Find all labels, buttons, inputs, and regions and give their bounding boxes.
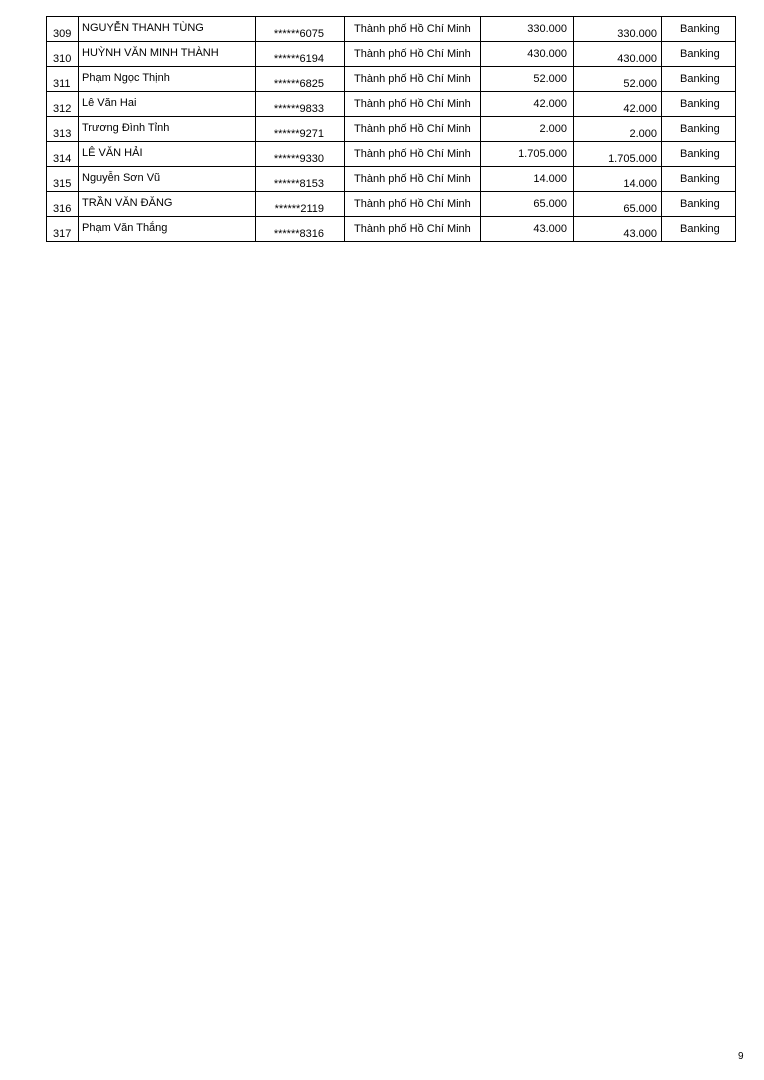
amount-text: 52.000 [533,73,567,85]
total-cell [574,42,662,67]
stt-cell [47,142,79,167]
method-cell [662,42,736,67]
donor-name: Phạm Ngọc Thịnh [82,72,170,84]
stt-cell [47,92,79,117]
method-cell [662,17,736,42]
method-cell [662,117,736,142]
donor-name: Trương Đình Tỉnh [82,122,170,134]
table-row [47,167,736,192]
donor-name: TRẦN VĂN ĐĂNG [82,197,173,209]
account-cell [256,217,345,242]
amount-cell [481,92,574,117]
city-cell [345,142,481,167]
donor-name: NGUYỄN THANH TÙNG [82,22,204,34]
stt-text: 312 [53,103,72,115]
amount-cell [481,17,574,42]
city-text: Thành phố Hồ Chí Minh [354,123,471,135]
method-text: Banking [680,198,720,210]
account-number: ******2119 [274,203,324,215]
stt-text: 317 [53,228,72,240]
donor-name: LÊ VĂN HẢI [82,147,143,159]
amount-cell [481,142,574,167]
total-cell [574,142,662,167]
table-row [47,17,736,42]
table-row [47,192,736,217]
total-text: 2.000 [629,128,657,140]
name-cell [79,67,256,92]
total-cell [574,117,662,142]
account-number: ******6194 [273,53,324,65]
city-cell [345,67,481,92]
city-cell [345,92,481,117]
account-cell [256,192,345,217]
table-row [47,92,736,117]
amount-cell [481,217,574,242]
account-number: ******6075 [273,28,324,40]
donor-name: Nguyễn Sơn Vũ [82,172,161,184]
amount-cell [481,67,574,92]
method-cell [662,67,736,92]
city-cell [345,217,481,242]
donor-name: HUỲNH VĂN MINH THÀNH [82,47,219,59]
city-text: Thành phố Hồ Chí Minh [354,48,471,60]
stt-text: 316 [53,203,72,215]
method-text: Banking [680,123,720,135]
table-row [47,117,736,142]
city-cell [345,117,481,142]
account-number: ******6825 [273,78,324,90]
table-row [47,142,736,167]
total-cell [574,217,662,242]
stt-cell [47,17,79,42]
city-text: Thành phố Hồ Chí Minh [354,148,471,160]
amount-text: 42.000 [533,98,567,110]
total-cell [574,67,662,92]
account-number: ******9330 [273,153,324,165]
stt-cell [47,67,79,92]
stt-text: 311 [53,78,71,90]
total-text: 52.000 [623,78,657,90]
city-cell [345,42,481,67]
method-text: Banking [680,223,720,235]
amount-cell [481,192,574,217]
method-cell [662,142,736,167]
name-cell [79,117,256,142]
method-text: Banking [680,23,720,35]
table-row [47,217,736,242]
donor-name: Phạm Văn Thắng [82,222,168,234]
name-cell [79,142,256,167]
total-text: 430.000 [617,53,657,65]
stt-cell [47,117,79,142]
method-cell [662,167,736,192]
donor-name: Lê Văn Hai [82,97,137,109]
amount-cell [481,167,574,192]
amount-text: 430.000 [527,48,567,60]
total-cell [574,17,662,42]
name-cell [79,167,256,192]
name-cell [79,42,256,67]
stt-text: 314 [53,153,72,165]
account-number: ******8316 [273,228,324,240]
amount-text: 2.000 [539,123,567,135]
total-cell [574,92,662,117]
table-row [47,67,736,92]
city-text: Thành phố Hồ Chí Minh [354,98,471,110]
page-number: 9 [738,1051,744,1062]
stt-cell [47,192,79,217]
amount-cell [481,117,574,142]
method-cell [662,92,736,117]
method-cell [662,217,736,242]
city-text: Thành phố Hồ Chí Minh [354,173,471,185]
city-text: Thành phố Hồ Chí Minh [354,223,471,235]
name-cell [79,92,256,117]
donation-table [46,16,736,242]
name-cell [79,17,256,42]
stt-cell [47,42,79,67]
account-cell [256,17,345,42]
amount-text: 330.000 [527,23,567,35]
account-number: ******8153 [273,178,324,190]
account-cell [256,167,345,192]
account-number: ******9833 [273,103,324,115]
city-text: Thành phố Hồ Chí Minh [354,23,471,35]
city-text: Thành phố Hồ Chí Minh [354,73,471,85]
stt-text: 309 [53,28,72,40]
method-text: Banking [680,148,720,160]
total-text: 43.000 [623,228,657,240]
table-row [47,42,736,67]
total-text: 330.000 [617,28,657,40]
amount-text: 43.000 [533,223,567,235]
total-text: 42.000 [623,103,657,115]
account-cell [256,117,345,142]
amount-text: 1.705.000 [518,148,567,160]
name-cell [79,217,256,242]
amount-text: 14.000 [533,173,567,185]
account-cell [256,142,345,167]
account-cell [256,42,345,67]
stt-cell [47,217,79,242]
city-cell [345,17,481,42]
stt-text: 313 [53,128,72,140]
method-text: Banking [680,98,720,110]
method-text: Banking [680,73,720,85]
total-cell [574,167,662,192]
stt-cell [47,167,79,192]
amount-text: 65.000 [533,198,567,210]
total-cell [574,192,662,217]
stt-text: 315 [53,178,72,190]
total-text: 14.000 [623,178,657,190]
name-cell [79,192,256,217]
total-text: 65.000 [623,203,657,215]
amount-cell [481,42,574,67]
account-cell [256,67,345,92]
account-cell [256,92,345,117]
total-text: 1.705.000 [608,153,657,165]
city-cell [345,192,481,217]
method-text: Banking [680,173,720,185]
city-cell [345,167,481,192]
stt-text: 310 [53,53,72,65]
city-text: Thành phố Hồ Chí Minh [354,198,471,210]
donation-table-body [47,17,736,242]
account-number: ******9271 [273,128,324,140]
method-cell [662,192,736,217]
method-text: Banking [680,48,720,60]
